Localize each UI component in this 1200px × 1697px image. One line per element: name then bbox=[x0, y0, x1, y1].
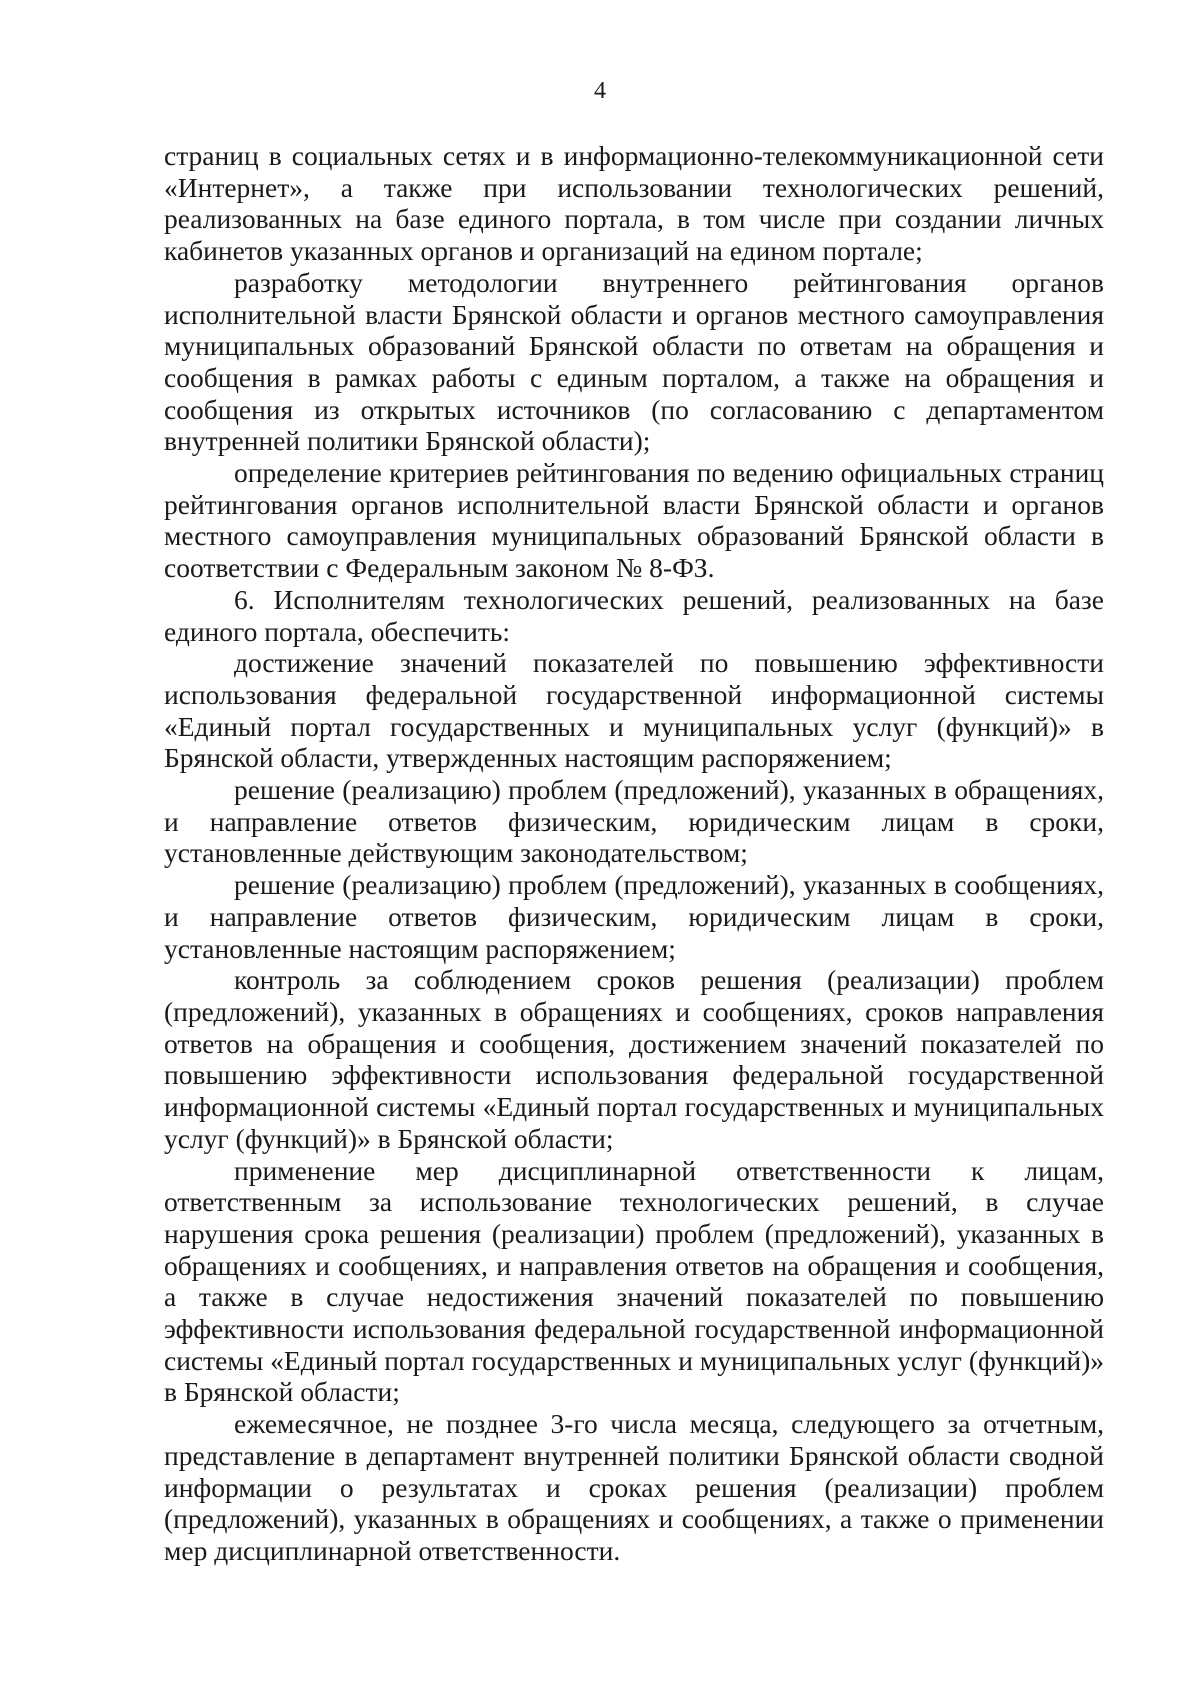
paragraph: решение (реализацию) проблем (предложений), указанных в сообщениях, и направление ответов физическим, юридическим лицам в сроки, установленные настоящим распоряжением; bbox=[164, 869, 1104, 964]
paragraph: контроль за соблюдением сроков решения (реализации) проблем (предложений), указанных в обращениях и сообщениях, сроков направления ответов на обращения и сообщения, достижением значений показателей по повышению эффективности использования федеральной государственной информационной системы «Единый портал государственных и муниципальных услуг (функций)» в Брянской области; bbox=[164, 964, 1104, 1154]
paragraph: применение мер дисциплинарной ответственности к лицам, ответственным за использование технологических решений, в случае нарушения срока решения (реализации) проблем (предложений), указанных в обращениях и сообщениях, и направления ответов на обращения и сообщения, а также в случае недостижения значений показателей по повышению эффективности использования федеральной государственной информационной системы «Единый портал государственных и муниципальных услуг (функций)» в Брянской области; bbox=[164, 1154, 1104, 1408]
page-number: 4 bbox=[594, 78, 606, 104]
paragraph: решение (реализацию) проблем (предложений), указанных в обращениях, и направление ответов физическим, юридическим лицам в сроки, установленные действующим законодательством; bbox=[164, 774, 1104, 869]
paragraph: определение критериев рейтингования по ведению официальных страниц рейтингования органов исполнительной власти Брянской области и органов местного самоуправления муниципальных образований Брянской области в соответствии с Федеральным законом № 8-ФЗ. bbox=[164, 457, 1104, 584]
paragraph: 6. Исполнителям технологических решений, реализованных на базе единого портала, обеспечить: bbox=[164, 583, 1104, 647]
paragraph: достижение значений показателей по повышению эффективности использования федеральной государственной информационной системы «Единый портал государственных и муниципальных услуг (функций)» в Брянской области, утвержденных настоящим распоряжением; bbox=[164, 647, 1104, 774]
document-body bbox=[164, 140, 1104, 1567]
paragraph: ежемесячное, не позднее 3-го числа месяца, следующего за отчетным, представление в департамент внутренней политики Брянской области сводной информации о результатах и сроках решения (реализации) проблем (предложений), указанных в обращениях и сообщениях, а также о применении мер дисциплинарной ответственности. bbox=[164, 1408, 1104, 1566]
paragraph: разработку методологии внутреннего рейтингования органов исполнительной власти Брянской области и органов местного самоуправления муниципальных образований Брянской области по ответам на обращения и сообщения в рамках работы с единым порталом, а также на обращения и сообщения из открытых источников (по согласованию с департаментом внутренней политики Брянской области); bbox=[164, 266, 1104, 457]
paragraph: страниц в социальных сетях и в информационно-телекоммуникационной сети «Интернет», а также при использовании технологических решений, реализованных на базе единого портала, в том числе при создании личных кабинетов указанных органов и организаций на едином портале; bbox=[164, 140, 1104, 267]
